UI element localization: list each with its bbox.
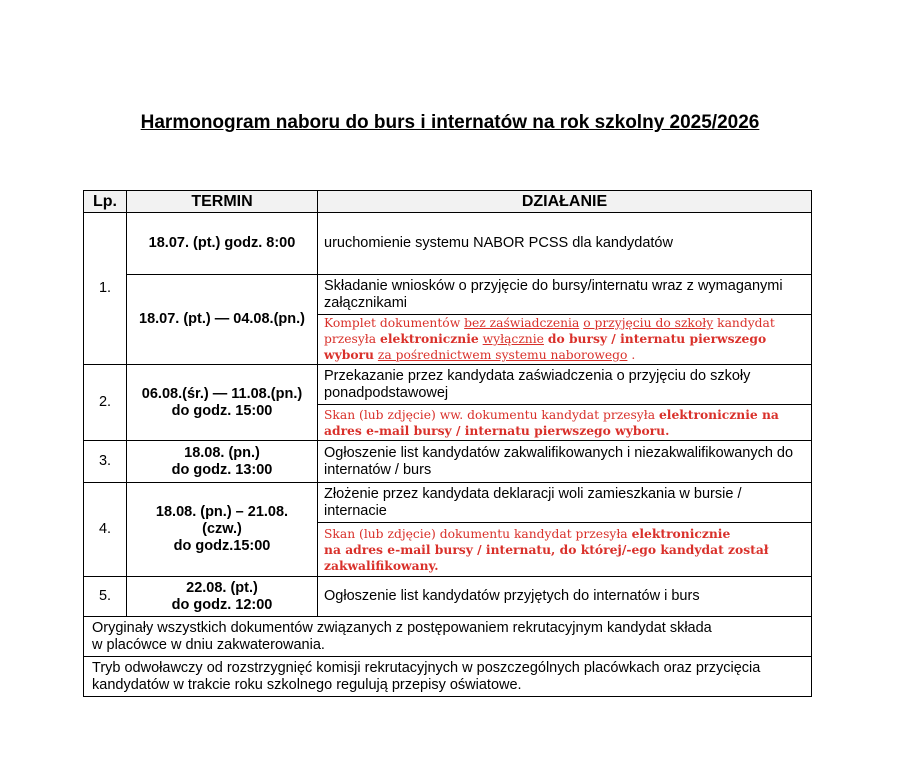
termin-line: do godz.15:00: [173, 538, 271, 554]
row-number: 5.: [84, 577, 127, 617]
table-row: [84, 365, 812, 405]
termin-line: 18.08. (pn.): [184, 444, 260, 461]
header-row: [84, 191, 812, 213]
row-note: Skan (lub zdjęcie) ww. dokumentu kandydat przesyła elektronicznie na adres e-mail bursy / internatu pierwszego wyboru.: [318, 405, 812, 441]
row-number: 1.: [84, 213, 127, 365]
row-action: Składanie wniosków o przyjęcie do bursy/internatu wraz z wymaganymi załącznikami: [318, 275, 812, 315]
table-row: [84, 275, 812, 315]
termin-line: 18.08. (pn.) – 21.08.: [155, 504, 289, 520]
footer-note-line: kandydatów w trakcie roku szkolnego regulują przepisy oświatowe.: [92, 676, 522, 693]
row-termin: [127, 365, 318, 441]
row-number: 2.: [84, 365, 127, 441]
termin-line: 06.08.(śr.) — 11.08.(pn.): [141, 385, 303, 402]
termin-line: 22.08. (pt.): [186, 579, 258, 596]
row-termin: 18.07. (pt.) — 04.08.(pn.): [127, 275, 318, 365]
row-termin: [127, 441, 318, 483]
footer-note: [84, 617, 812, 657]
termin-line: do godz. 13:00: [171, 461, 273, 478]
row-number: 3.: [84, 441, 127, 483]
row-action: Ogłoszenie list kandydatów zakwalifikowanych i niezakwalifikowanych do internatów / burs: [318, 441, 812, 483]
schedule-table: [83, 190, 812, 697]
row-action: uruchomienie systemu NABOR PCSS dla kandydatów: [318, 213, 812, 275]
row-action: Przekazanie przez kandydata zaświadczenia o przyjęciu do szkoły ponadpodstawowej: [318, 365, 812, 405]
row-action: Ogłoszenie list kandydatów przyjętych do internatów i burs: [318, 577, 812, 617]
document-title: Harmonogram naboru do burs i internatów na rok szkolny 2025/2026: [140, 112, 760, 133]
footer-note-row: [84, 657, 812, 697]
row-termin: 18.07. (pt.) godz. 8:00: [127, 213, 318, 275]
footer-note: [84, 657, 812, 697]
row-action: Złożenie przez kandydata deklaracji woli zamieszkania w bursie / internacie: [318, 483, 812, 523]
header-termin: TERMIN: [127, 191, 318, 213]
table-row: [84, 577, 812, 617]
table-row: [84, 483, 812, 523]
table-row: [84, 441, 812, 483]
footer-note-line: Tryb odwoławczy od rozstrzygnięć komisji rekrutacyjnych w poszczególnych placówkach oraz przycięcia: [92, 659, 761, 676]
termin-line: do godz. 12:00: [171, 596, 273, 613]
row-note: Skan (lub zdjęcie) dokumentu kandydat przesyła elektronicznie na adres e-mail bursy / internatu, do której/-ego kandydat został zakwalifikowany.: [318, 523, 812, 577]
footer-note-line: w placówce w dniu zakwaterowania.: [92, 636, 325, 653]
row-termin: [127, 483, 318, 577]
footer-note-line: Oryginały wszystkich dokumentów związanych z postępowaniem rekrutacyjnym kandydat składa: [92, 619, 712, 636]
row-note: Komplet dokumentów bez zaświadczenia o przyjęciu do szkoły kandydat przesyła elektronicznie wyłącznie do bursy / internatu pierwszego wyboru za pośrednictwem systemu naborowego .: [318, 315, 812, 365]
header-lp: Lp.: [84, 191, 127, 213]
termin-line: (czw.): [202, 521, 242, 537]
termin-line: do godz. 15:00: [171, 402, 273, 419]
row-termin: [127, 577, 318, 617]
header-dzialanie: DZIAŁANIE: [318, 191, 812, 213]
table-row: [84, 213, 812, 275]
row-number: 4.: [84, 483, 127, 577]
footer-note-row: [84, 617, 812, 657]
